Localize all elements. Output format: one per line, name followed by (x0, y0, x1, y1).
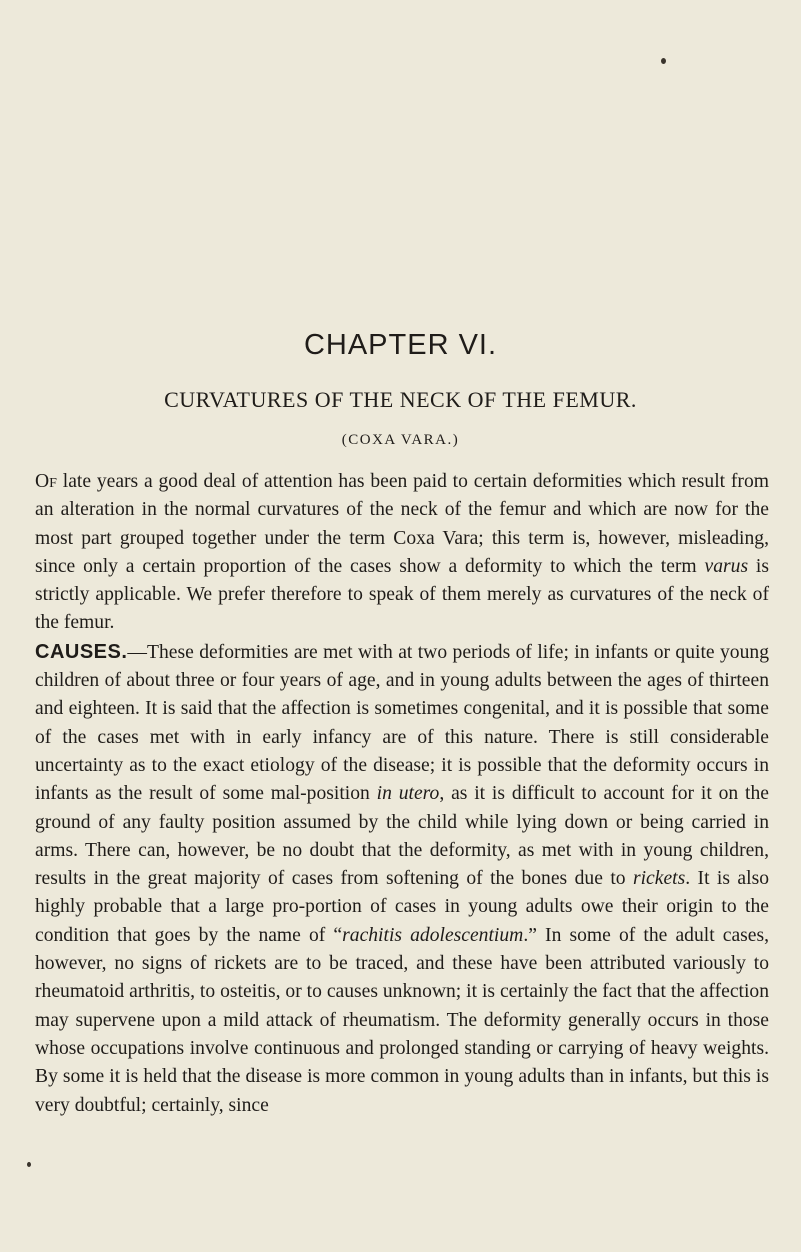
chapter-title: CHAPTER VI. (303, 329, 498, 361)
latin-term: in utero (376, 783, 440, 805)
paragraph-text: —These deformities are met with at two periods of life; in infants or quite young children of about three or four years of age, and in young adults between the ages of thirteen and eighteen. It is said that the affection is sometimes congenital, and it is possible that some of the cases met with in early infancy are of this nature. There is still considerable uncertainty as to the exact etiology of the disease; it is possible that the deformity occurs in infants as the result of some mal-position (35, 641, 769, 805)
body-text (35, 468, 769, 1120)
latin-term: rachitis adolescentium (342, 924, 524, 946)
causes-paragraph (35, 638, 769, 1120)
paragraph-text: is strictly applicable. We prefer therefore to speak of them merely as curvatures of the neck of the femur. (35, 555, 770, 634)
italic-term: rickets (632, 868, 686, 890)
section-subtitle: (COXA VARA.) (341, 432, 460, 448)
paragraph-text: late years a good deal of attention has been paid to certain deformities which result from an alteration in the normal curvatures of the neck of the femur and which are now for the most part grouped together under the term Coxa Vara; this term is, however, misleading, since only a certain proportion of the cases show a deformity to which the term (35, 471, 769, 577)
latin-term: varus (704, 555, 749, 577)
causes-heading: CAUSES. (35, 640, 128, 663)
paragraph-text: , as it is difficult to account for it on the ground of any faulty position assumed by the child while lying down or being carried in arms. There can, however, be no doubt that the deformity, as met with in young children, results in the great majority of cases from softening of the bones due to (35, 783, 769, 890)
paper-speck (27, 1162, 31, 1167)
section-title: CURVATURES OF THE NECK OF THE FEMUR. (164, 387, 637, 412)
paper-speck (661, 58, 666, 64)
paragraph-text: .” In some of the adult cases, however, no signs of rickets are to be traced, and these have been attributed variously to rheumatoid arthritis, to osteitis, or to causes unknown; it is certainly the fact that the affection may supervene upon a mild attack of rheumatism. The deformity generally occurs in those whose occupations involve continuous and prolonged standing or carrying of heavy weights. By some it is held that the disease is more common in young adults than in infants, but this is very doubtful; certainly, since (35, 924, 770, 1116)
intro-paragraph (35, 468, 769, 638)
paragraph-text: . It is also highly probable that a large pro-portion of cases in young adults owe their origin to the condition that goes by the name of “ (35, 868, 769, 946)
drop-lead-word: Of (35, 471, 57, 492)
